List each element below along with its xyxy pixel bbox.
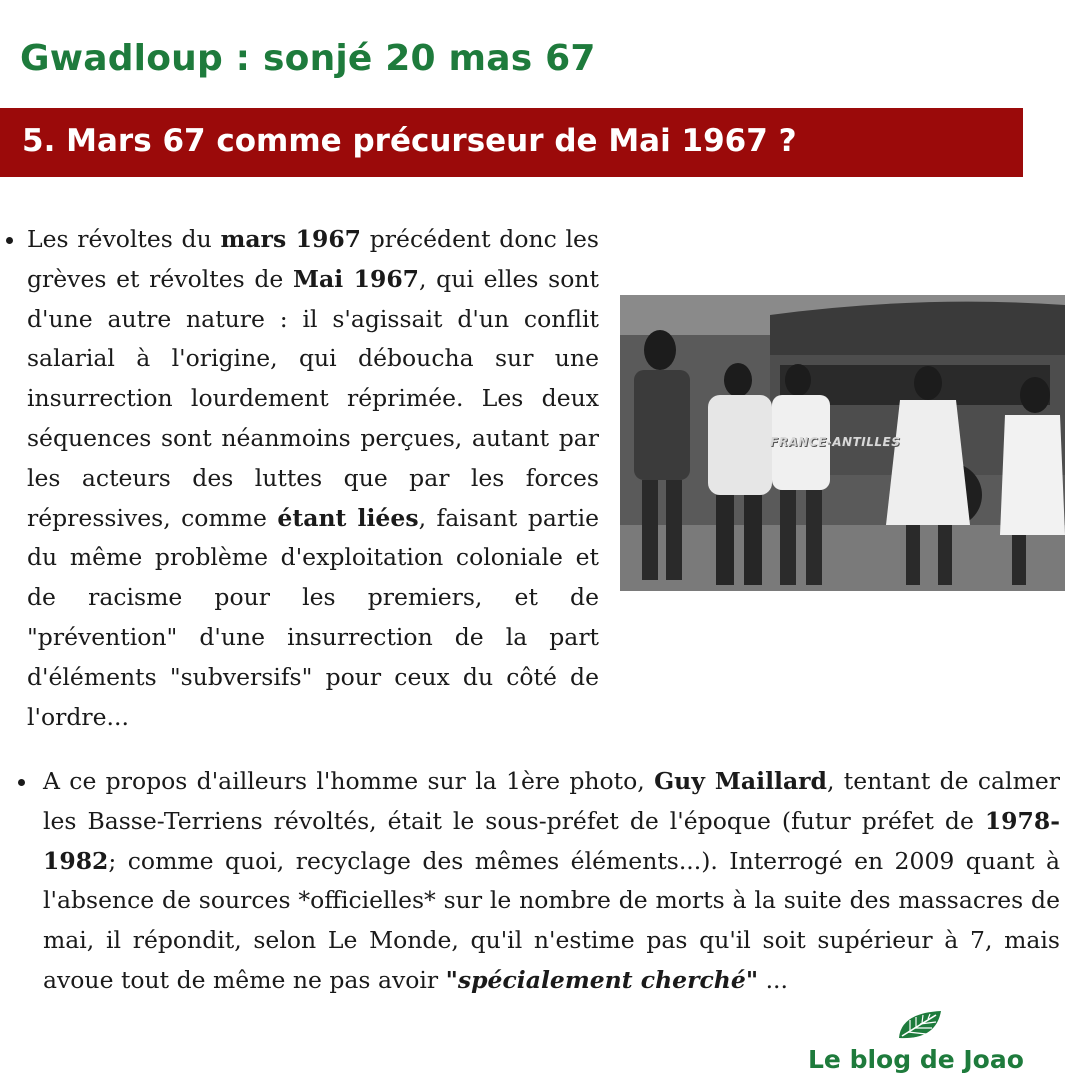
text: ... (758, 965, 788, 994)
banner-title: 5. Mars 67 comme précurseur de Mai 1967 ? (22, 123, 797, 159)
paragraph-revoltes (27, 220, 599, 737)
paragraph-guy-maillard (43, 762, 1060, 1001)
bold-mai-1967: Mai 1967 (293, 264, 420, 293)
text: , qui elles sont d'une autre nature : il s'agissait d'un conflit salarial à l'origine, qui déboucha sur une insurrection lourdement réprimée. Les deux séquences sont néanmoins perçues, autant par les acteurs des luttes que par les forces répressives, comme (27, 264, 599, 532)
historical-photo (620, 295, 1065, 591)
text: , tentant de calmer les Basse-Terriens révoltés, était le sous-préfet de l'époque (futur préfet de (43, 767, 1060, 835)
text: , faisant partie du même problème d'exploitation coloniale et de racisme pour les premiers, et de "prévention" d'une insurrection de la part d'éléments "subversifs" pour ceux du côté de l'ordre... (27, 503, 599, 731)
text: A ce propos d'ailleurs l'homme sur la 1ère photo, (43, 767, 655, 795)
photo-watermark: FRANCE-ANTILLES (770, 435, 901, 449)
blog-name: Le blog de Joao (808, 1045, 1024, 1074)
bullet-icon (6, 237, 13, 244)
text: précédent donc les grèves et révoltes de (27, 225, 599, 293)
bold-etant-liees: étant liées (277, 503, 419, 532)
bold-mars-1967: mars 1967 (220, 225, 362, 253)
section-banner (0, 108, 1023, 177)
bold-guy-maillard: Guy Maillard (654, 767, 827, 795)
text: Les révoltes du (27, 225, 221, 253)
text: ; comme quoi, recyclage des mêmes éléments...). Interrogé en 2009 quant à l'absence de sources *officielles* sur le nombre de morts à la suite des massacres de mai, il répondit, selon Le Monde, qu'il n'estime pas qu'il soit supérieur à 7, mais avoue tout de même ne pas avoir (43, 846, 1060, 994)
site-title: Gwadloup : sonjé 20 mas 67 (20, 38, 596, 79)
bold-1978-1982: 1978-1982 (43, 806, 1060, 875)
bold-specialement-cherche: "spécialement cherché" (445, 965, 759, 994)
bullet-icon (18, 779, 25, 786)
leaf-icon (896, 1008, 946, 1044)
